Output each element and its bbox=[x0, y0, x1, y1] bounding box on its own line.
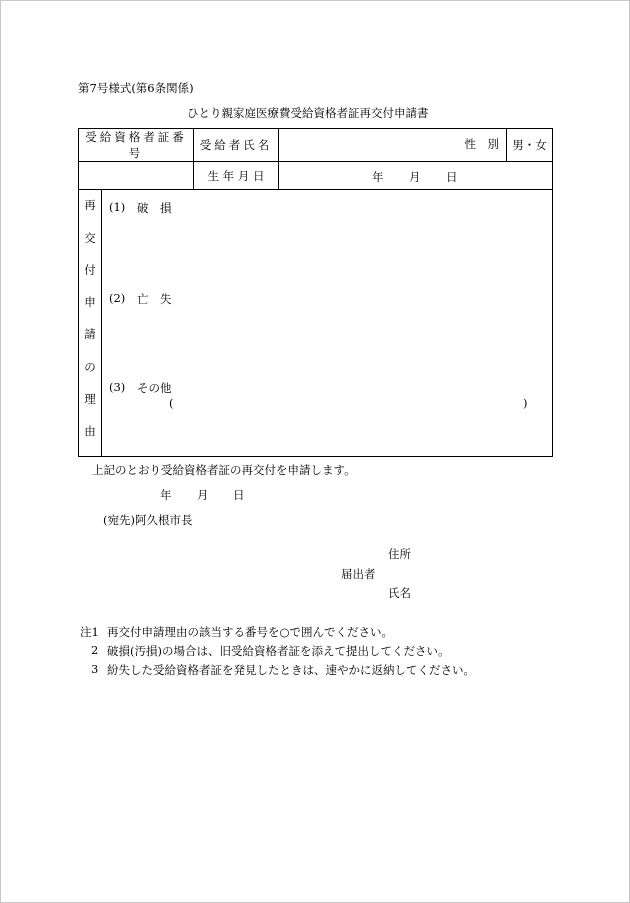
note-2-number: 2 bbox=[91, 643, 99, 657]
reason-char: 理 bbox=[84, 391, 96, 406]
gender-label: 性 別 bbox=[464, 137, 499, 151]
reason-char: 由 bbox=[84, 424, 96, 439]
reason-heading bbox=[79, 190, 102, 456]
birthdate-month: 月 bbox=[409, 170, 421, 184]
addressee: (宛先)阿久根市長 bbox=[103, 513, 193, 527]
note-2-text: 破損(汚損)の場合は、旧受給資格者証を添えて提出してください。 bbox=[107, 644, 450, 658]
recipient-name-label: 受給者氏名 bbox=[194, 129, 279, 162]
date-day: 日 bbox=[233, 488, 245, 502]
birthdate-label: 生 年 月 日 bbox=[194, 162, 279, 190]
application-form-table bbox=[78, 128, 553, 457]
date-year: 年 bbox=[160, 488, 172, 502]
filer-label: 届出者 bbox=[341, 567, 376, 581]
reason-char: 再 bbox=[84, 198, 96, 213]
birthdate-field[interactable] bbox=[279, 162, 553, 190]
cert-number-label: 受給資格者証番号 bbox=[79, 129, 194, 162]
other-reason-open-paren: ( bbox=[169, 396, 174, 410]
other-reason-close-paren: ) bbox=[523, 396, 528, 410]
reason-1-text: 破 損 bbox=[137, 201, 172, 215]
other-reason-field[interactable] bbox=[177, 394, 517, 410]
reason-1-number[interactable]: (1) bbox=[109, 200, 126, 214]
note-1-number: 注1 bbox=[80, 625, 99, 639]
document-title: ひとり親家庭医療費受給資格者証再交付申請書 bbox=[187, 106, 429, 120]
reason-options bbox=[102, 190, 552, 456]
address-label: 住所 bbox=[388, 547, 411, 561]
note-3-number: 3 bbox=[91, 662, 99, 676]
date-month: 月 bbox=[197, 488, 209, 502]
application-statement: 上記のとおり受給資格者証の再交付を申請します。 bbox=[92, 463, 356, 477]
reason-2-number[interactable]: (2) bbox=[109, 291, 126, 305]
birthdate-day: 日 bbox=[446, 170, 458, 184]
reason-char: の bbox=[84, 359, 96, 374]
cert-number-field[interactable] bbox=[79, 162, 194, 190]
note-1-text: 再交付申請理由の該当する番号を○で囲んでください。 bbox=[107, 625, 394, 639]
form-number: 第7号様式(第6条関係) bbox=[78, 81, 194, 95]
gender-options[interactable]: 男・女 bbox=[507, 129, 553, 162]
name-label: 氏名 bbox=[388, 586, 411, 600]
birthdate-year: 年 bbox=[372, 170, 384, 184]
note-3-text: 紛失した受給資格者証を発見したときは、速やかに返納してください。 bbox=[107, 663, 475, 677]
reason-2-text: 亡 失 bbox=[137, 292, 172, 306]
reason-char: 付 bbox=[84, 262, 96, 277]
reason-3-number[interactable]: (3) bbox=[109, 380, 126, 394]
reason-char: 請 bbox=[84, 327, 96, 342]
reason-3-text: その他 bbox=[137, 381, 172, 395]
reason-char: 交 bbox=[84, 230, 96, 245]
recipient-name-field[interactable] bbox=[279, 129, 507, 162]
reason-char: 申 bbox=[84, 295, 96, 310]
